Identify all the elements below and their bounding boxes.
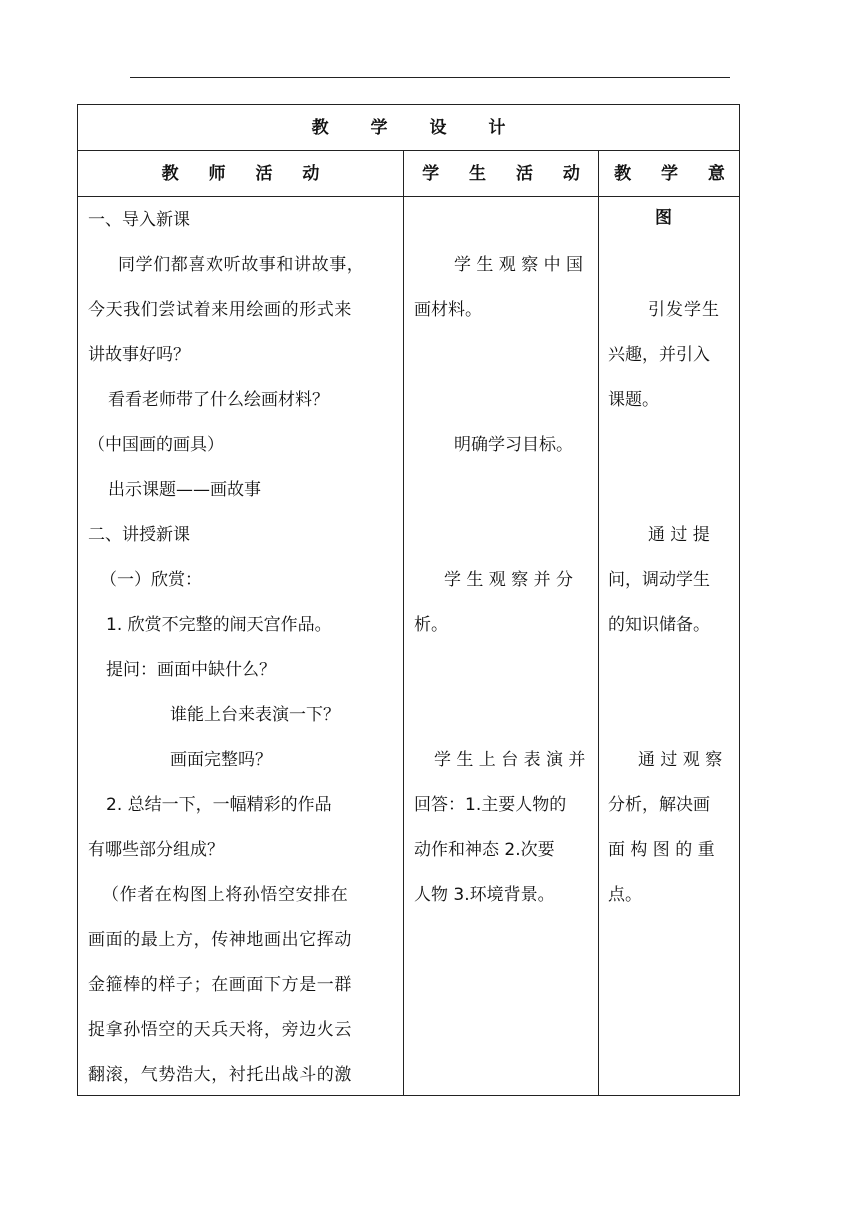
intent-line: 引发学生 [648, 300, 720, 320]
intent-line: 通 过 提 [648, 525, 710, 545]
student-line: 动作和神态 2.次要 [414, 840, 555, 860]
header-student-activity: 学 生 活 动 [422, 164, 592, 184]
intent-line: 问，调动学生 [608, 570, 710, 590]
student-line: 学 生 观 察 中 国 [454, 255, 584, 275]
student-line: 人物 3.环境背景。 [414, 885, 555, 905]
student-line: 学 生 观 察 并 分 [444, 570, 574, 590]
column-divider-2 [598, 150, 599, 1096]
page-header-rule [130, 77, 730, 78]
table-title: 教 学 设 计 [311, 118, 524, 138]
teacher-line: 1. 欣赏不完整的闹天宫作品。 [106, 615, 332, 635]
teacher-line: 看看老师带了什么绘画材料？ [108, 390, 329, 410]
intent-line: 的知识储备。 [608, 615, 710, 635]
teacher-line: 画面的最上方，传神地画出它挥动 [88, 930, 352, 950]
student-line: 回答：1.主要人物的 [414, 795, 567, 815]
intent-line: 课题。 [608, 390, 659, 410]
intent-line: 兴趣，并引入 [608, 345, 710, 365]
student-line: 学 生 上 台 表 演 并 [434, 750, 586, 770]
teacher-line: 画面完整吗？ [170, 750, 272, 770]
teacher-line: 提问：画面中缺什么？ [106, 660, 276, 680]
teacher-line: 同学们都喜欢听故事和讲故事， [118, 255, 365, 275]
teacher-line: 有哪些部分组成？ [88, 840, 224, 860]
teacher-line: 2. 总结一下，一幅精彩的作品 [106, 795, 332, 815]
teacher-line: （中国画的画具） [88, 435, 224, 455]
header-divider [78, 196, 739, 197]
student-line: 明确学习目标。 [454, 435, 573, 455]
teacher-line: 一、导入新课 [88, 210, 190, 230]
teacher-line: 金箍棒的样子；在画面下方是一群 [88, 975, 352, 995]
teacher-line: 出示课题——画故事 [108, 480, 261, 500]
teacher-line: 讲故事好吗？ [88, 345, 190, 365]
intent-line: 面 构 图 的 重 [608, 840, 715, 860]
student-line: 析。 [414, 615, 448, 635]
column-divider-1 [403, 150, 404, 1096]
intent-line: 点。 [608, 885, 642, 905]
teacher-line: 翻滚，气势浩大，衬托出战斗的激 [88, 1065, 352, 1085]
header-teaching-intent: 教 学 意 图 [614, 164, 737, 228]
teacher-line: （作者在构图上将孙悟空安排在 [102, 885, 349, 905]
intent-line: 分析，解决画 [608, 795, 710, 815]
student-line: 画材料。 [414, 300, 482, 320]
teacher-line: 今天我们尝试着来用绘画的形式来 [88, 300, 352, 320]
teacher-line: 捉拿孙悟空的天兵天将，旁边火云 [88, 1020, 352, 1040]
lesson-design-table [77, 104, 740, 1096]
teacher-line: （一）欣赏： [100, 570, 202, 590]
intent-line: 通 过 观 察 [638, 750, 723, 770]
teacher-line: 谁能上台来表演一下？ [170, 705, 340, 725]
teacher-line: 二、讲授新课 [88, 525, 190, 545]
header-teacher-activity: 教 师 活 动 [161, 164, 332, 184]
